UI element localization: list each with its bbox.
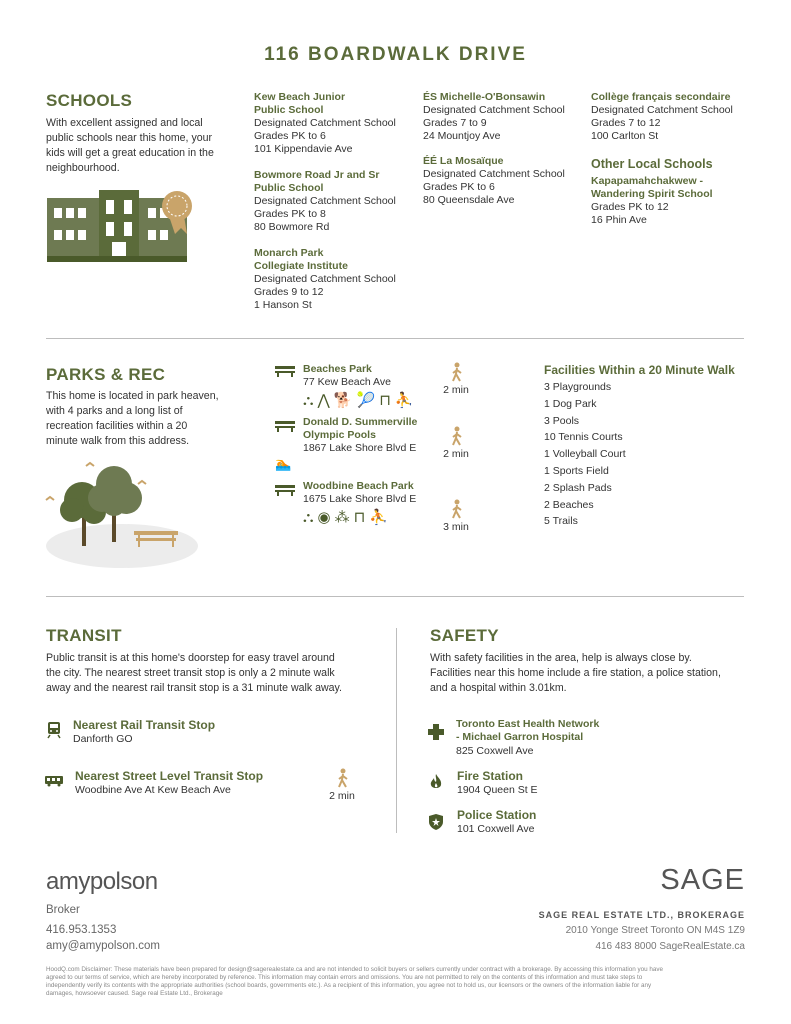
brokerage-contact[interactable]: 416 483 8000 SageRealEstate.ca xyxy=(595,941,745,952)
facilities-list xyxy=(544,363,764,530)
brokerage-address: 2010 Yonge Street Toronto ON M4S 1Z9 xyxy=(565,925,745,936)
walking-person-icon xyxy=(451,362,463,382)
school-entry xyxy=(423,91,588,143)
bus-icon xyxy=(45,775,63,787)
splash-pad-icon: ⁂ xyxy=(334,509,350,526)
facility-item: 2 Splash Pads xyxy=(544,481,612,494)
dog-icon: 🐕 xyxy=(333,392,353,409)
walk-time: 3 min xyxy=(443,521,469,533)
swimmer-icon: 🏊 xyxy=(275,456,292,471)
school-entry xyxy=(254,91,419,156)
walking-person-icon xyxy=(337,768,349,788)
rail-stop-title: Nearest Rail Transit Stop xyxy=(73,718,216,732)
park-address: 77 Kew Beach Ave xyxy=(303,376,391,388)
school-grades: Grades PK to 8 xyxy=(254,208,326,220)
playground-icon: ⛬ xyxy=(303,392,314,409)
school-grades: Grades 7 to 12 xyxy=(591,117,661,129)
park-address: 1867 Lake Shore Blvd E xyxy=(303,442,417,454)
police-station-name: Police Station xyxy=(457,808,537,822)
safety-intro: With safety facilities in the area, help is always close by. Facilities near this home include a fire station, a police station, and a hospital within 3.01km. xyxy=(430,652,721,694)
agent-logo: amypolson xyxy=(46,868,158,895)
schools-heading: SCHOOLS xyxy=(46,91,133,110)
school-type: Designated Catchment School xyxy=(254,195,396,207)
school-address: 80 Queensdale Ave xyxy=(423,194,515,206)
hospital-address: 825 Coxwell Ave xyxy=(456,745,534,757)
street-stop-name: Woodbine Ave At Kew Beach Ave xyxy=(75,784,231,796)
school-address: 80 Bowmore Rd xyxy=(254,221,330,233)
school-grades: Grades PK to 6 xyxy=(254,130,326,142)
hospital-name: Toronto East Health Network - Michael Garron Hospital xyxy=(456,718,600,743)
facility-item: 1 Dog Park xyxy=(544,397,597,410)
divider xyxy=(46,338,744,339)
fire-station-name: Fire Station xyxy=(457,769,524,783)
school-building-icon xyxy=(44,186,194,266)
playground-icon: ⛬ xyxy=(303,509,314,526)
disclaimer: HoodQ.com Disclaimer: These materials have been prepared for design@sagerealestate.ca and are not intended to solicit buyers or sellers currently under contract with a brokerage. By accessing this information you have agreed to our terms of service, which are hereby incorporated by reference. This information may contain errors and omissions. You are not permitted to rely on the contents of this information and must take steps to independently verify its contents with the appropriate authorities (school boards, governments etc.). As a recipient of this information, you agree not to hold us, our licensors or the owners of the information liable for any damages, howsoever caused. Sage real Estate Ltd., Brokerage xyxy=(46,966,664,997)
police-badge-icon xyxy=(429,814,443,830)
facility-item: 3 Pools xyxy=(544,414,580,427)
divider xyxy=(46,596,744,597)
school-name: Kew Beach Junior Public School xyxy=(254,91,346,116)
column-divider xyxy=(396,628,397,833)
school-name: Monarch Park Collegiate Institute xyxy=(254,247,348,272)
schools-column-1 xyxy=(254,91,419,312)
tennis-icon: 🎾 xyxy=(356,392,376,409)
parks-heading: PARKS & REC xyxy=(46,365,166,384)
park-amenity-icons xyxy=(303,509,455,527)
hiker-icon: ⛹ xyxy=(394,392,414,409)
school-grades: Grades PK to 6 xyxy=(423,181,495,193)
park-address: 1675 Lake Shore Blvd E xyxy=(303,493,417,505)
bench-icon xyxy=(275,420,295,432)
school-address: 1 Hanson St xyxy=(254,299,312,311)
school-entry xyxy=(591,91,761,143)
walk-time: 2 min xyxy=(443,448,469,460)
fire-icon xyxy=(430,774,442,790)
bench-icon: ⊓ xyxy=(379,392,391,409)
bench-icon: ⊓ xyxy=(353,509,366,526)
bench-icon xyxy=(275,484,295,496)
train-icon xyxy=(47,721,61,739)
parks-intro: This home is located in park heaven, with 4 parks and a long list of recreation facilities within a 20 minute walk from this address. xyxy=(46,390,219,447)
agent-phone[interactable]: 416.953.1353 xyxy=(46,924,117,936)
facility-item: 3 Playgrounds xyxy=(544,381,612,393)
bench-icon xyxy=(275,365,295,377)
park-amenity-icons xyxy=(303,392,455,410)
safety-heading: SAFETY xyxy=(430,626,499,645)
school-type: Designated Catchment School xyxy=(254,117,396,129)
park-name: Woodbine Beach Park xyxy=(303,480,414,492)
park-illustration-icon xyxy=(44,458,200,570)
school-name: ÉÉ La Mosaïque xyxy=(423,155,504,167)
school-address: 101 Kippendavie Ave xyxy=(254,143,353,155)
transit-intro: Public transit is at this home's doorstep for easy travel around the city. The nearest street transit stop is only a 2 minute walk away and the nearest rail transit stop is a 31 minute walk away. xyxy=(46,652,342,694)
facility-item: 10 Tennis Courts xyxy=(544,431,623,444)
school-grades: Grades PK to 12 xyxy=(591,201,669,213)
other-schools-heading: Other Local Schools xyxy=(591,157,713,171)
school-entry xyxy=(423,155,588,207)
school-entry xyxy=(591,175,761,227)
street-stop-title: Nearest Street Level Transit Stop xyxy=(75,769,264,783)
school-grades: Grades 9 to 12 xyxy=(254,286,324,298)
swing-icon: ⋀ xyxy=(317,392,330,409)
school-name: Collège français secondaire xyxy=(591,91,731,103)
school-type: Designated Catchment School xyxy=(591,104,733,116)
school-entry xyxy=(254,247,419,312)
facilities-heading: Facilities Within a 20 Minute Walk xyxy=(544,363,735,377)
facility-item: 1 Volleyball Court xyxy=(544,448,626,461)
school-address: 100 Carlton St xyxy=(591,130,659,142)
schools-column-3 xyxy=(591,91,761,227)
hiker-icon: ⛹ xyxy=(369,509,389,526)
hospital-cross-icon xyxy=(428,724,444,740)
school-name: Bowmore Road Jr and Sr Public School xyxy=(254,169,380,194)
school-type: Designated Catchment School xyxy=(254,273,396,285)
school-entry xyxy=(254,169,419,234)
walking-person-icon xyxy=(451,499,463,519)
facility-item: 1 Sports Field xyxy=(544,464,609,477)
park-item xyxy=(275,416,455,472)
park-name: Beaches Park xyxy=(303,363,372,375)
schools-intro: With excellent assigned and local public schools near this home, your kids will get a great education in the neighbourhood. xyxy=(46,117,214,174)
park-name: Donald D. Summerville Olympic Pools xyxy=(303,416,418,441)
school-address: 24 Mountjoy Ave xyxy=(423,130,501,142)
schools-column-2 xyxy=(423,91,588,207)
brokerage-name: SAGE REAL ESTATE LTD., BROKERAGE xyxy=(538,910,745,920)
park-item xyxy=(275,363,455,410)
page-title: 116 BOARDWALK DRIVE xyxy=(264,44,527,65)
walking-person-icon xyxy=(451,426,463,446)
transit-heading: TRANSIT xyxy=(46,626,122,645)
police-station-address: 101 Coxwell Ave xyxy=(457,823,535,835)
school-type: Designated Catchment School xyxy=(423,104,565,116)
school-name: ÉS Michelle-O'Bonsawin xyxy=(423,91,546,103)
walk-time: 2 min xyxy=(443,384,469,396)
school-type: Designated Catchment School xyxy=(423,168,565,180)
facility-item: 2 Beaches xyxy=(544,498,594,511)
school-name: Kapapamahchakwew - Wandering Spirit School xyxy=(591,175,713,200)
volleyball-icon: ◉ xyxy=(317,509,331,526)
school-grades: Grades 7 to 9 xyxy=(423,117,487,129)
school-address: 16 Phin Ave xyxy=(591,214,647,226)
fire-station-address: 1904 Queen St E xyxy=(457,784,538,796)
brokerage-logo: SAGE xyxy=(660,864,745,896)
park-item xyxy=(275,480,455,527)
agent-email[interactable]: amy@amypolson.com xyxy=(46,940,160,952)
agent-role: Broker xyxy=(46,904,80,916)
facility-item: 5 Trails xyxy=(544,515,578,528)
walk-time: 2 min xyxy=(329,790,355,802)
rail-stop-name: Danforth GO xyxy=(73,733,133,745)
